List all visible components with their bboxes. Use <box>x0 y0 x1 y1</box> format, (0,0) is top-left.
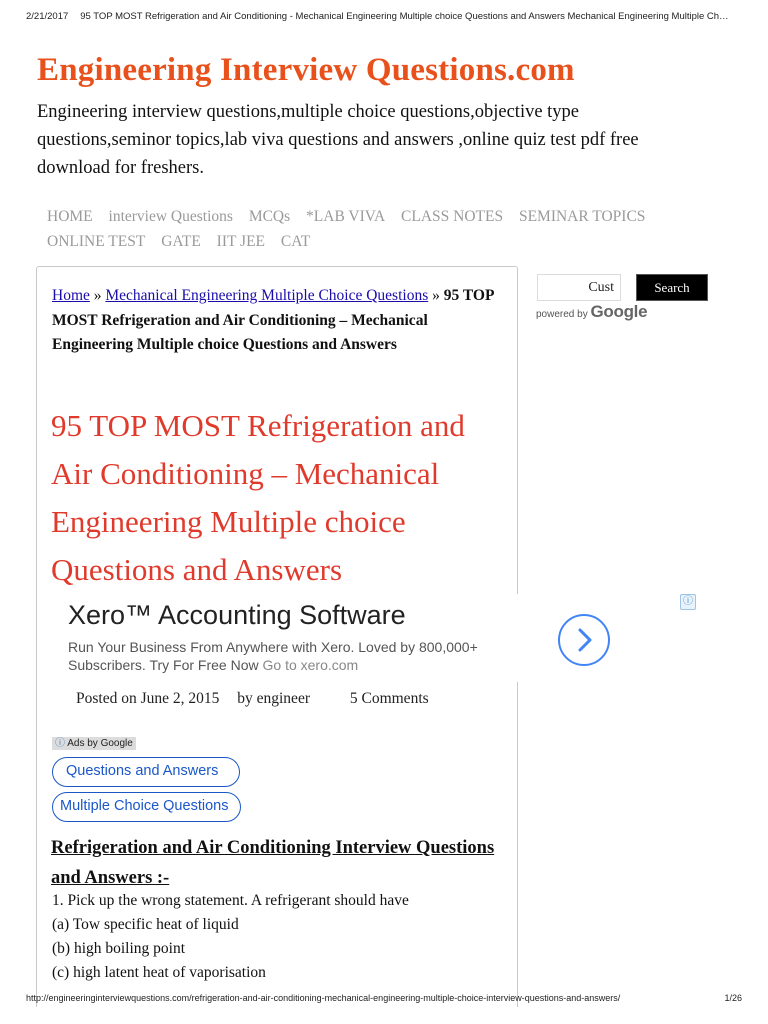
post-author[interactable]: by engineer <box>237 690 310 707</box>
site-tagline: Engineering interview questions,multiple choice questions,objective type questions,seminor topics,lab viva questions and answers ,online quiz test pdf free download for freshers. <box>37 102 639 178</box>
link-unit-multiple-choice-questions[interactable]: Multiple Choice Questions <box>52 792 241 822</box>
option-b: (b) high boiling point <box>52 940 186 957</box>
print-header <box>26 11 746 22</box>
breadcrumb-separator: » <box>93 287 102 304</box>
chevron-right-icon <box>574 628 596 652</box>
site-title[interactable]: Engineering Interview Questions.com <box>37 52 575 88</box>
breadcrumb <box>52 284 507 358</box>
ad-headline[interactable]: Xero™ Accounting Software <box>68 600 406 630</box>
powered-by-text: powered by <box>536 309 588 320</box>
option-c: (c) high latent heat of vaporisation <box>52 964 266 981</box>
search-input[interactable]: Cust <box>537 274 621 301</box>
print-page-number: 1/26 <box>724 993 742 1003</box>
nav-item-seminar-topics[interactable]: SEMINAR TOPICS <box>518 208 646 225</box>
ad-description <box>68 638 518 674</box>
ads-by-google-text: Ads by Google <box>67 738 133 749</box>
question-text: 1. Pick up the wrong statement. A refrigerant should have <box>52 892 409 909</box>
breadcrumb-category-link[interactable]: Mechanical Engineering Multiple Choice Questions <box>105 287 429 304</box>
main-nav <box>47 204 727 254</box>
nav-item-gate[interactable]: GATE <box>161 233 201 250</box>
nav-item-online-test[interactable]: ONLINE TEST <box>47 233 146 250</box>
breadcrumb-home-link[interactable]: Home <box>52 287 90 304</box>
nav-item-interview-questions[interactable]: interview Questions <box>108 208 233 225</box>
nav-item-home[interactable]: HOME <box>47 208 93 225</box>
nav-item-lab-viva[interactable]: *LAB VIVA <box>306 208 386 225</box>
ad-arrow-button[interactable] <box>558 614 610 666</box>
info-icon: ⓘ <box>55 738 65 749</box>
nav-item-class-notes[interactable]: CLASS NOTES <box>401 208 504 225</box>
search-button[interactable]: Search <box>636 274 708 301</box>
google-logo: Google <box>590 302 648 321</box>
nav-item-cat[interactable]: CAT <box>280 233 311 250</box>
section-heading: Refrigeration and Air Conditioning Interview Questions and Answers :- <box>51 838 495 888</box>
post-title: 95 TOP MOST Refrigeration and Air Conditioning – Mechanical Engineering Multiple choice Questions and Answers <box>51 408 465 587</box>
nav-item-iit-jee[interactable]: IIT JEE <box>216 233 266 250</box>
ad-banner[interactable] <box>52 594 716 682</box>
post-date: Posted on June 2, 2015 <box>76 690 220 707</box>
option-a: (a) Tow specific heat of liquid <box>52 916 239 933</box>
link-unit-questions-and-answers[interactable]: Questions and Answers <box>52 757 240 787</box>
ad-info-icon[interactable]: ⓘ <box>680 594 696 610</box>
breadcrumb-current: 95 TOP MOST Refrigeration and Air Conditioning – Mechanical Engineering Multiple choice Questions and Answers <box>52 287 494 353</box>
ad-url[interactable]: Go to xero.com <box>262 657 359 673</box>
powered-by-google <box>536 302 647 322</box>
breadcrumb-separator: » <box>432 287 440 304</box>
ad-description-text: Run Your Business From Anywhere with Xero. Loved by 800,000+ Subscribers. Try For Free Now <box>68 639 478 673</box>
print-footer <box>26 993 742 1003</box>
print-url: http://engineeringinterviewquestions.com/refrigeration-and-air-conditioning-mechanical-engineering-multiple-choice-interview-questions-and-answers/ <box>26 993 621 1003</box>
print-date: 2/21/2017 <box>26 11 69 22</box>
print-title: 95 TOP MOST Refrigeration and Air Conditioning - Mechanical Engineering Multiple choice Questions and Answers Mechanical Engineering Multiple Ch… <box>80 11 729 22</box>
post-meta <box>76 690 429 708</box>
ads-by-google-label[interactable] <box>52 737 136 750</box>
nav-item-mcqs[interactable]: MCQs <box>248 208 291 225</box>
post-comments-link[interactable]: 5 Comments <box>349 690 429 707</box>
